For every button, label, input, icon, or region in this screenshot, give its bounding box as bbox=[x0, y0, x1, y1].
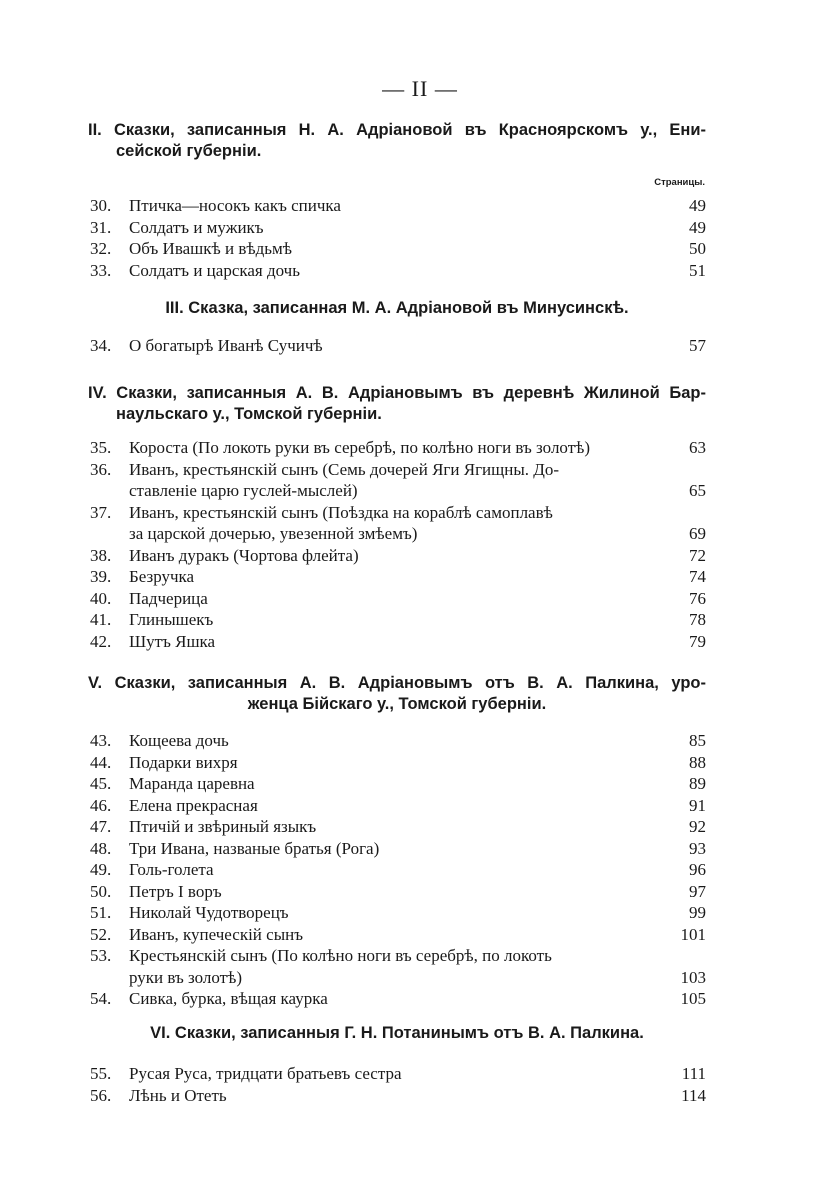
toc-entry bbox=[90, 752, 706, 774]
entry-page-number: 57 bbox=[689, 336, 706, 355]
entry-title-line: Голь-голета bbox=[129, 860, 214, 879]
toc-entry bbox=[90, 730, 706, 752]
entry-number: 30. bbox=[90, 196, 112, 215]
entry-number: 37. bbox=[90, 502, 112, 522]
entry-number: 49. bbox=[90, 860, 112, 879]
entry-number: 33. bbox=[90, 260, 112, 280]
entry-number: 51. bbox=[90, 903, 112, 922]
toc-entry bbox=[90, 988, 706, 1010]
section-heading-iii: III. Сказка, записанная М. А. Адріановой въ Минусинскѣ. bbox=[165, 299, 629, 317]
entry-page-number: 96 bbox=[689, 860, 706, 879]
entry-title-line: Петръ I воръ bbox=[129, 881, 222, 901]
entry-title-line: руки въ золотѣ) bbox=[129, 967, 242, 987]
entry-number: 41. bbox=[90, 610, 112, 629]
entry-number: 48. bbox=[90, 838, 112, 858]
entry-number: 53. bbox=[90, 946, 112, 965]
heading-line: наульскаго у., Томской губерніи. bbox=[116, 405, 382, 423]
entry-number: 47. bbox=[90, 817, 112, 836]
entry-number: 40. bbox=[90, 588, 112, 608]
toc-entry bbox=[90, 838, 706, 860]
heading-line: IV. Сказки, записанныя А. В. Адріановымъ въ деревнѣ Жилиной Бар- bbox=[88, 384, 706, 402]
entry-title-line: Иванъ, крестьянскій сынъ (Семь дочерей Яги Ягищны. До- bbox=[129, 459, 560, 479]
entry-page-number: 93 bbox=[689, 838, 706, 858]
entry-page-number: 92 bbox=[689, 817, 706, 836]
toc-entry bbox=[90, 566, 706, 588]
entry-number: 44. bbox=[90, 752, 112, 772]
entry-number: 55. bbox=[90, 1064, 112, 1083]
toc-entry bbox=[90, 260, 706, 282]
entry-page-number: 76 bbox=[689, 588, 706, 608]
entry-title-line: Кощеева дочь bbox=[129, 731, 229, 750]
section-heading-vi: VI. Сказки, записанныя Г. Н. Потанинымъ отъ В. А. Палкина. bbox=[150, 1024, 644, 1042]
entry-number: 52. bbox=[90, 924, 112, 944]
section-heading-ii bbox=[88, 120, 706, 162]
entry-title-line: Сивка, бурка, вѣщая каурка bbox=[129, 989, 328, 1008]
entry-title-line: Иванъ, купеческій сынъ bbox=[129, 924, 304, 944]
entry-title-line: Иванъ дуракъ (Чортова флейта) bbox=[129, 545, 359, 565]
toc-entry bbox=[90, 609, 706, 631]
entry-page-number: 91 bbox=[689, 795, 706, 815]
entry-page-number: 89 bbox=[689, 774, 706, 793]
entry-title-line: Падчерица bbox=[129, 588, 208, 608]
toc-entry bbox=[90, 217, 706, 239]
entry-page-number: 101 bbox=[680, 924, 706, 944]
entry-page-number: 49 bbox=[689, 196, 706, 215]
toc-entry bbox=[90, 1085, 706, 1107]
entry-title-line: Глинышекъ bbox=[129, 610, 214, 629]
entry-page-number: 51 bbox=[689, 260, 706, 280]
entry-title-line: Солдатъ и мужикъ bbox=[129, 217, 264, 237]
entry-title-line: Объ Ивашкѣ и вѣдьмѣ bbox=[129, 239, 292, 258]
toc-entry bbox=[90, 924, 706, 946]
entry-title-line: Безручка bbox=[129, 567, 195, 586]
entry-title-line: Маранда царевна bbox=[129, 774, 255, 793]
entry-page-number: 97 bbox=[689, 881, 706, 901]
entry-page-number: 63 bbox=[689, 438, 706, 457]
entry-number: 50. bbox=[90, 881, 112, 901]
page-number: — II — bbox=[382, 76, 458, 101]
entry-title-line: Короста (По локоть руки въ серебрѣ, по колѣно ноги въ золотѣ) bbox=[129, 438, 591, 457]
heading-line: женца Бійскаго у., Томской губерніи. bbox=[247, 695, 547, 713]
entry-number: 46. bbox=[90, 795, 112, 815]
toc-entry bbox=[90, 945, 706, 988]
entry-number: 43. bbox=[90, 731, 112, 750]
entry-page-number: 78 bbox=[689, 610, 706, 629]
entry-number: 34. bbox=[90, 336, 112, 355]
entry-number: 54. bbox=[90, 989, 112, 1008]
entry-page-number: 69 bbox=[689, 524, 706, 543]
entry-number: 56. bbox=[90, 1085, 112, 1105]
toc-entry bbox=[90, 588, 706, 610]
entry-title-line: Иванъ, крестьянскій сынъ (Поѣздка на кораблѣ самоплавѣ bbox=[129, 502, 553, 522]
entry-title-line: Елена прекрасная bbox=[129, 795, 258, 815]
entry-page-number: 105 bbox=[680, 989, 706, 1008]
entry-number: 39. bbox=[90, 567, 112, 586]
toc-entry bbox=[90, 238, 706, 260]
entry-page-number: 65 bbox=[689, 481, 706, 500]
entry-page-number: 72 bbox=[689, 545, 706, 565]
entry-page-number: 114 bbox=[681, 1085, 706, 1105]
entry-number: 45. bbox=[90, 774, 112, 793]
entry-page-number: 74 bbox=[689, 567, 706, 586]
toc-entry bbox=[90, 881, 706, 903]
heading-line: V. Сказки, записанныя А. В. Адріановымъ отъ В. А. Палкина, уро- bbox=[88, 674, 706, 692]
entry-number: 32. bbox=[90, 239, 112, 258]
heading-line: II. Сказки, записанныя Н. А. Адріановой въ Красноярскомъ у., Ени- bbox=[88, 121, 706, 139]
toc-entry bbox=[90, 859, 706, 881]
toc-entry bbox=[90, 502, 706, 545]
entry-title-line: Птичій и звѣриный языкъ bbox=[129, 817, 317, 836]
entry-title-line: за царской дочерью, увезенной змѣемъ) bbox=[129, 524, 418, 543]
toc-entry bbox=[90, 335, 706, 357]
entry-number: 38. bbox=[90, 545, 112, 565]
entry-page-number: 103 bbox=[680, 967, 706, 987]
entry-title-line: Три Ивана, названые братья (Рога) bbox=[129, 838, 380, 858]
entry-number: 31. bbox=[90, 217, 112, 237]
entry-title-line: О богатырѣ Иванѣ Сучичѣ bbox=[129, 336, 323, 355]
entry-title-line: Русая Руса, тридцати братьевъ сестра bbox=[129, 1064, 402, 1083]
toc-entry bbox=[90, 816, 706, 838]
entry-title-line: Лѣнь и Отеть bbox=[129, 1085, 227, 1105]
entry-page-number: 49 bbox=[689, 217, 706, 237]
column-header-pages: Страницы. bbox=[654, 177, 705, 188]
section-heading-v bbox=[88, 673, 706, 715]
entry-page-number: 79 bbox=[689, 631, 706, 651]
entry-number: 36. bbox=[90, 459, 112, 479]
entry-title-line: Солдатъ и царская дочь bbox=[129, 260, 300, 280]
toc-entry bbox=[90, 902, 706, 924]
toc-entry bbox=[90, 545, 706, 567]
entry-number: 35. bbox=[90, 438, 112, 457]
entry-title-line: Николай Чудотворецъ bbox=[129, 903, 289, 922]
entry-page-number: 50 bbox=[689, 239, 706, 258]
entry-page-number: 99 bbox=[689, 903, 706, 922]
entry-page-number: 88 bbox=[689, 752, 706, 772]
entry-title-line: ставленіе царю гуслей-мыслей) bbox=[129, 481, 358, 500]
toc-entry bbox=[90, 1063, 706, 1085]
toc-entry bbox=[90, 437, 706, 459]
entry-title-line: Подарки вихря bbox=[129, 752, 238, 772]
toc-entry bbox=[90, 773, 706, 795]
entry-number: 42. bbox=[90, 631, 112, 651]
toc-entry bbox=[90, 795, 706, 817]
entry-title-line: Птичка—носокъ какъ спичка bbox=[129, 196, 341, 215]
entry-page-number: 111 bbox=[681, 1064, 706, 1083]
entry-title-line: Шутъ Яшка bbox=[129, 631, 216, 651]
toc-entry bbox=[90, 195, 706, 217]
entry-title-line: Крестьянскій сынъ (По колѣно ноги въ серебрѣ, по локоть bbox=[129, 946, 552, 965]
entry-page-number: 85 bbox=[689, 731, 706, 750]
heading-line: сейской губерніи. bbox=[116, 142, 262, 160]
toc-entry bbox=[90, 459, 706, 502]
toc-entry bbox=[90, 631, 706, 653]
section-heading-iv bbox=[88, 383, 706, 425]
